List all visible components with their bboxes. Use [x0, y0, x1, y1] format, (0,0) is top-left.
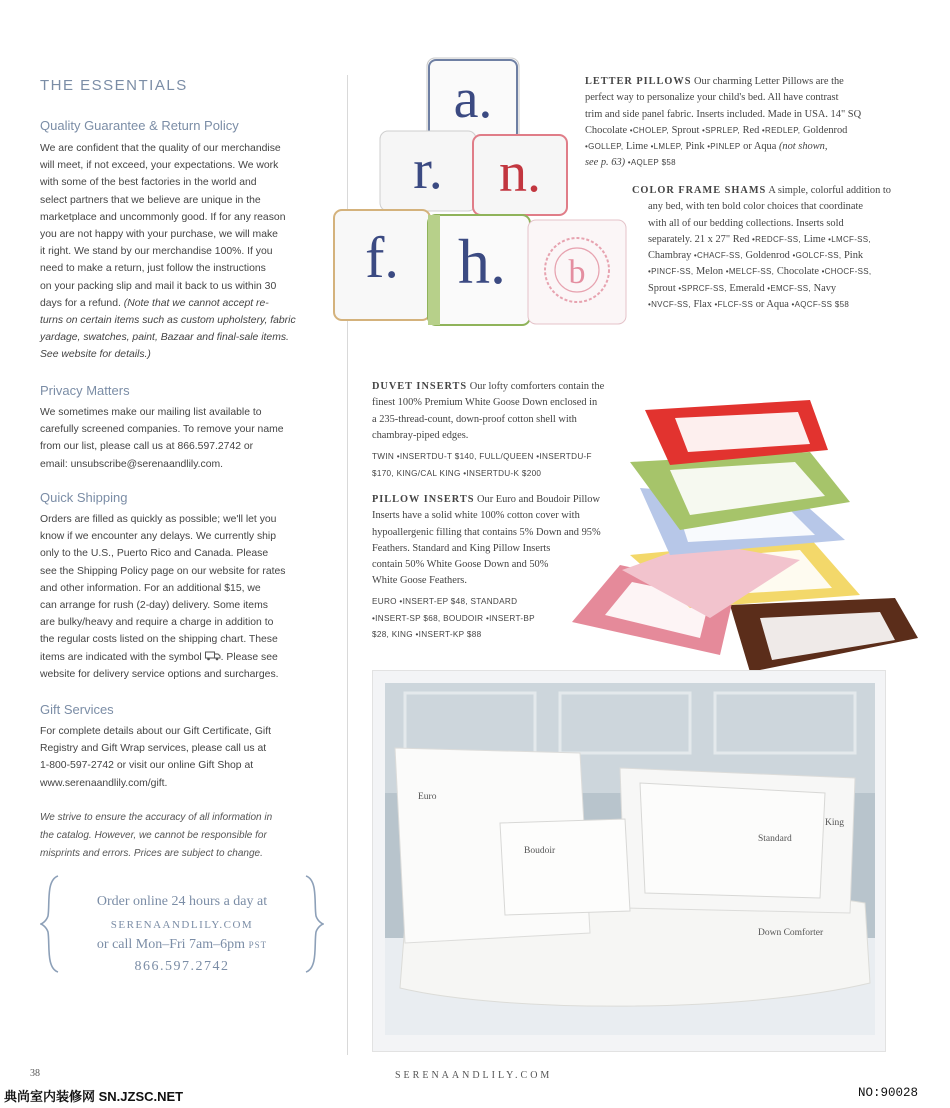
footer-url[interactable]: SERENAANDLILY.COM — [395, 1070, 553, 1081]
shipping-body: Orders are filled as quickly as possible; we'll let you know if we encounter any delays. We currently ship only to the U.S., Puerto Rico and Canada. Please see the Shipping Policy page on our website for rates and other information. For an additional $15, we can arrange for rush (2-day) delivery. Some items are bulky/heavy and require a charge in addition to the regular costs listed on the shipping chart. These items are indicated with the symbol . Please see website for delivery service options and surcharges. — [40, 514, 286, 680]
order-website[interactable]: SERENAANDLILY.COM — [110, 919, 254, 931]
section-title: THE ESSENTIALS — [40, 77, 188, 94]
quality-heading: Quality Guarantee & Return Policy — [40, 118, 239, 133]
letter-pillows-desc: LETTER PILLOWS Our charming Letter Pillows are the perfect way to personalize your child's bed. All have contrast trim and side panel fabric. Inserts included. Made in USA. 14" SQ Chocolate •CHOLEP, Sprout •SPRLEP, Red •REDLEP, Goldenrod •GOLLEP, Lime •LMLEP, Pink •PINLEP or Aqua (not shown, see p. 63) •AQLEP $58 — [585, 76, 862, 169]
gift-body: For complete details about our Gift Certificate, Gift Registry and Gift Wrap services, please call us at 1-800-597-2742 or visit our online Gift Shop at www.serenaandlily.com/gift. — [40, 726, 271, 789]
pillow-inserts-desc: PILLOW INSERTS Our Euro and Boudoir Pillow Inserts have a solid white 100% cotton cover with hypoallergenic filling that contains 5% Down and 95% Feathers. Standard and King Pillow Inserts contain 50% White Goose Down and 50% White Goose Feathers. — [372, 494, 601, 587]
duvet-inserts-skus: TWIN •INSERTDU-T $140, FULL/QUEEN •INSERTDU-F $170, KING/CAL KING •INSERTDU-K $200 — [372, 452, 592, 478]
bedding-photo — [385, 683, 875, 1035]
letter-pillow-a — [427, 58, 519, 142]
label-standard: Standard — [758, 834, 792, 844]
label-euro: Euro — [418, 792, 437, 802]
sham-chocolate — [730, 598, 918, 672]
order-box — [40, 874, 324, 974]
color-frame-shams-desc: COLOR FRAME SHAMS A simple, colorful addition to any bed, with ten bold color choices that coordinate with all of our bedding collections. Inserts sold separately. 21 x 27" Red •REDCF-SS, Lime •LMCF-SS, Chambray •CHACF-SS, Goldenrod •GOLCF-SS, Pink •PINCF-SS, Melon •MELCF-SS, Chocolate •CHOCF-SS, Sprout •SPRCF-SS, Emerald •EMCF-SS, Navy •NVCF-SS, Flax •FLCF-SS or Aqua •AQCF-SS $58 — [632, 185, 891, 311]
letter-pillow-h — [428, 215, 530, 325]
letter-pillow-n — [473, 135, 567, 215]
disclaimer: We strive to ensure the accuracy of all information in the catalog. However, we cannot be responsible for misprints and errors. Prices are subject to change. — [40, 812, 273, 859]
letter-h: h. — [458, 226, 506, 297]
duvet-inserts-desc: DUVET INSERTS Our lofty comforters contain the finest 100% Premium White Goose Down enclosed in a 235-thread-count, down-proof cotton shell with chambray-piped edges. — [372, 381, 605, 441]
gift-heading: Gift Services — [40, 702, 114, 717]
shipping-heading: Quick Shipping — [40, 490, 128, 505]
pillow-inserts-skus: EURO •INSERT-EP $48, STANDARD •INSERT-SP $68, BOUDOIR •INSERT-BP $28, KING •INSERT-KP $88 — [372, 597, 535, 639]
watermark-left: 典尚室内装修网 SN.JZSC.NET — [4, 1089, 184, 1104]
label-king: King — [825, 818, 844, 828]
quality-body: We are confident that the quality of our merchandise will meet, if not exceed, your expectations. We work with some of the best factories in the world and select partners that we believe are unique in the marketplace and uncommonly good. If for any reason you are not happy with your purchase, we will make it right. We stand by our merchandise 100%. If you need to make a return, just follow the instructions on your packing slip and mail it back to us within 30 days for a refund. (Note that we cannot accept re- turns on certain items such as custom upholstery, fabric yardage, swatches, paint, Bazaar and final-sale items. See website for details.) — [40, 143, 296, 361]
privacy-heading: Privacy Matters — [40, 383, 130, 398]
letter-b: b — [568, 254, 586, 291]
order-call-text: or call Mon–Fri 7am–6pm PST — [96, 937, 268, 952]
watermark-right: NO:90028 — [858, 1086, 919, 1100]
letter-a: a. — [453, 68, 493, 130]
letter-r: r. — [413, 139, 443, 201]
letter-n: n. — [499, 142, 541, 204]
letter-pillow-b — [528, 220, 626, 324]
truck-icon — [205, 651, 221, 661]
privacy-body: We sometimes make our mailing list available to carefully screened companies. To remove your name from our list, please call us at 866.597.2742 or email: unsubscribe@serenaandlily.com. — [40, 407, 284, 470]
label-down-comforter: Down Comforter — [758, 928, 824, 938]
color-frame-shams-image — [560, 390, 925, 680]
letter-pillow-r — [380, 131, 476, 211]
order-online-text: Order online 24 hours a day at — [96, 894, 268, 909]
label-boudoir: Boudoir — [524, 846, 556, 856]
letter-pillow-f — [334, 210, 430, 320]
order-phone[interactable]: 866.597.2742 — [134, 959, 230, 974]
page-number: 38 — [30, 1068, 40, 1079]
letter-f: f. — [365, 225, 399, 290]
